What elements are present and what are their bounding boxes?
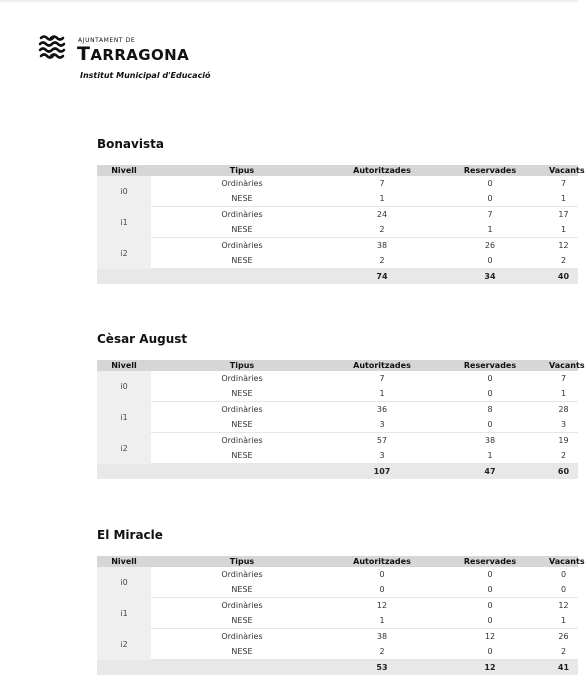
level-cell: i2 <box>97 238 151 269</box>
total-label-cell <box>97 660 333 676</box>
vacants-cell: 3 <box>549 417 578 433</box>
reservades-cell: 1 <box>431 448 549 464</box>
reservades-cell: 1 <box>431 222 549 238</box>
vacants-cell: 1 <box>549 191 578 207</box>
tipus-cell: Ordinàries <box>221 210 263 219</box>
vacants-cell: 28 <box>558 405 569 414</box>
vacants-cell: 1 <box>549 613 578 629</box>
column-header: Reservades <box>431 165 549 176</box>
level-cell: i1 <box>97 598 151 629</box>
level-cell: i1 <box>97 207 151 238</box>
top-shadow <box>0 0 578 3</box>
total-autoritzades-cell: 107 <box>333 464 431 480</box>
school-section <box>97 528 585 675</box>
table-row <box>97 253 578 269</box>
column-header: Autoritzades <box>333 165 431 176</box>
total-row <box>97 269 578 285</box>
places-table <box>97 556 585 675</box>
table-row <box>97 567 578 582</box>
logo-top-text: AJUNTAMENT DE <box>78 37 136 44</box>
tipus-cell: NESE <box>151 613 333 629</box>
reservades-cell: 0 <box>431 417 549 433</box>
total-reservades-cell: 47 <box>431 464 549 480</box>
vacants-cell: 26 <box>558 632 569 641</box>
vacants-cell: 2 <box>549 644 578 660</box>
vacants-cell: 12 <box>558 241 569 250</box>
table-header-row <box>97 360 578 371</box>
school-name: El Miracle <box>97 528 163 542</box>
table-header-row <box>97 165 578 176</box>
reservades-cell: 0 <box>431 644 549 660</box>
autoritzades-cell: 7 <box>379 179 385 188</box>
column-header: Tipus <box>151 165 333 176</box>
tipus-cell: NESE <box>151 253 333 269</box>
table-header-row <box>97 556 578 567</box>
table-row <box>97 222 578 238</box>
table-row <box>97 644 578 660</box>
total-autoritzades-cell: 74 <box>333 269 431 285</box>
level-cell: i2 <box>97 433 151 464</box>
logo-subtitle: Institut Municipal d'Educació <box>80 71 211 80</box>
reservades-cell: 0 <box>431 582 549 598</box>
table-row <box>97 448 578 464</box>
table-row <box>97 598 578 614</box>
column-header: Nivell <box>97 360 151 371</box>
autoritzades-cell: 2 <box>333 644 431 660</box>
total-reservades-cell: 12 <box>431 660 549 676</box>
logo-name-text: TARRAGONA <box>77 43 190 65</box>
tipus-cell: NESE <box>151 386 333 402</box>
reservades-cell: 38 <box>484 436 496 445</box>
table-row <box>97 386 578 402</box>
total-autoritzades-cell: 53 <box>333 660 431 676</box>
total-row <box>97 464 578 480</box>
table-row <box>97 613 578 629</box>
table-row <box>97 433 578 449</box>
tipus-cell: Ordinàries <box>221 632 263 641</box>
reservades-cell: 0 <box>431 613 549 629</box>
table-row <box>97 176 578 191</box>
vacants-cell: 12 <box>558 601 569 610</box>
vacants-cell: 0 <box>560 570 567 579</box>
tipus-cell: NESE <box>151 582 333 598</box>
column-header: Reservades <box>431 556 549 567</box>
autoritzades-cell: 1 <box>333 386 431 402</box>
total-vacants-cell: 40 <box>549 269 578 285</box>
autoritzades-cell: 24 <box>376 210 388 219</box>
total-row <box>97 660 578 676</box>
autoritzades-cell: 2 <box>333 253 431 269</box>
tipus-cell: Ordinàries <box>221 179 263 188</box>
tipus-cell: NESE <box>151 448 333 464</box>
tipus-cell: Ordinàries <box>221 570 263 579</box>
table-row <box>97 238 578 254</box>
tipus-cell: Ordinàries <box>221 374 263 383</box>
column-header: Nivell <box>97 556 151 567</box>
autoritzades-cell: 1 <box>333 191 431 207</box>
column-header: Autoritzades <box>333 360 431 371</box>
tipus-cell: Ordinàries <box>221 436 263 445</box>
table-row <box>97 207 578 223</box>
tipus-cell: NESE <box>151 644 333 660</box>
vacants-cell: 0 <box>549 582 578 598</box>
reservades-cell: 26 <box>484 241 496 250</box>
total-label-cell <box>97 269 333 285</box>
tipus-cell: Ordinàries <box>221 241 263 250</box>
column-header: Vacants <box>549 166 585 175</box>
places-table <box>97 165 585 284</box>
autoritzades-cell: 3 <box>333 417 431 433</box>
table-row <box>97 629 578 645</box>
places-table <box>97 360 585 479</box>
total-label-cell <box>97 464 333 480</box>
vacants-cell: 7 <box>560 179 567 188</box>
column-header: Vacants <box>549 361 585 370</box>
tipus-cell: NESE <box>151 222 333 238</box>
autoritzades-cell: 36 <box>376 405 388 414</box>
autoritzades-cell: 2 <box>333 222 431 238</box>
level-cell: i0 <box>97 371 151 402</box>
autoritzades-cell: 3 <box>333 448 431 464</box>
reservades-cell: 0 <box>431 253 549 269</box>
school-section <box>97 332 585 479</box>
tarragona-logo <box>38 33 238 83</box>
tipus-cell: NESE <box>151 417 333 433</box>
autoritzades-cell: 12 <box>376 601 388 610</box>
level-cell: i0 <box>97 176 151 207</box>
vacants-cell: 2 <box>549 448 578 464</box>
column-header: Tipus <box>151 556 333 567</box>
reservades-cell: 0 <box>487 374 493 383</box>
vacants-cell: 19 <box>558 436 569 445</box>
vacants-cell: 1 <box>549 386 578 402</box>
level-cell: i0 <box>97 567 151 598</box>
column-header: Reservades <box>431 360 549 371</box>
reservades-cell: 12 <box>484 632 496 641</box>
total-vacants-cell: 41 <box>549 660 578 676</box>
reservades-cell: 0 <box>487 570 493 579</box>
table-row <box>97 417 578 433</box>
autoritzades-cell: 0 <box>333 582 431 598</box>
vacants-cell: 17 <box>558 210 569 219</box>
column-header: Vacants <box>549 557 585 566</box>
tipus-cell: NESE <box>151 191 333 207</box>
tipus-cell: Ordinàries <box>221 405 263 414</box>
reservades-cell: 0 <box>487 179 493 188</box>
column-header: Nivell <box>97 165 151 176</box>
school-name: Cèsar August <box>97 332 188 346</box>
tipus-cell: Ordinàries <box>221 601 263 610</box>
autoritzades-cell: 57 <box>376 436 388 445</box>
vacants-cell: 2 <box>549 253 578 269</box>
autoritzades-cell: 0 <box>379 570 385 579</box>
autoritzades-cell: 38 <box>376 241 388 250</box>
reservades-cell: 0 <box>487 601 493 610</box>
school-name: Bonavista <box>97 137 164 151</box>
vacants-cell: 1 <box>549 222 578 238</box>
table-row <box>97 191 578 207</box>
reservades-cell: 0 <box>431 191 549 207</box>
autoritzades-cell: 7 <box>379 374 385 383</box>
tarragona-emblem-icon <box>38 33 66 61</box>
autoritzades-cell: 1 <box>333 613 431 629</box>
total-vacants-cell: 60 <box>549 464 578 480</box>
total-reservades-cell: 34 <box>431 269 549 285</box>
level-cell: i2 <box>97 629 151 660</box>
level-cell: i1 <box>97 402 151 433</box>
vacants-cell: 7 <box>560 374 567 383</box>
autoritzades-cell: 38 <box>376 632 388 641</box>
reservades-cell: 7 <box>487 210 493 219</box>
school-section <box>97 137 585 284</box>
reservades-cell: 8 <box>487 405 493 414</box>
table-row <box>97 582 578 598</box>
table-row <box>97 402 578 418</box>
column-header: Autoritzades <box>333 556 431 567</box>
column-header: Tipus <box>151 360 333 371</box>
reservades-cell: 0 <box>431 386 549 402</box>
table-row <box>97 371 578 386</box>
